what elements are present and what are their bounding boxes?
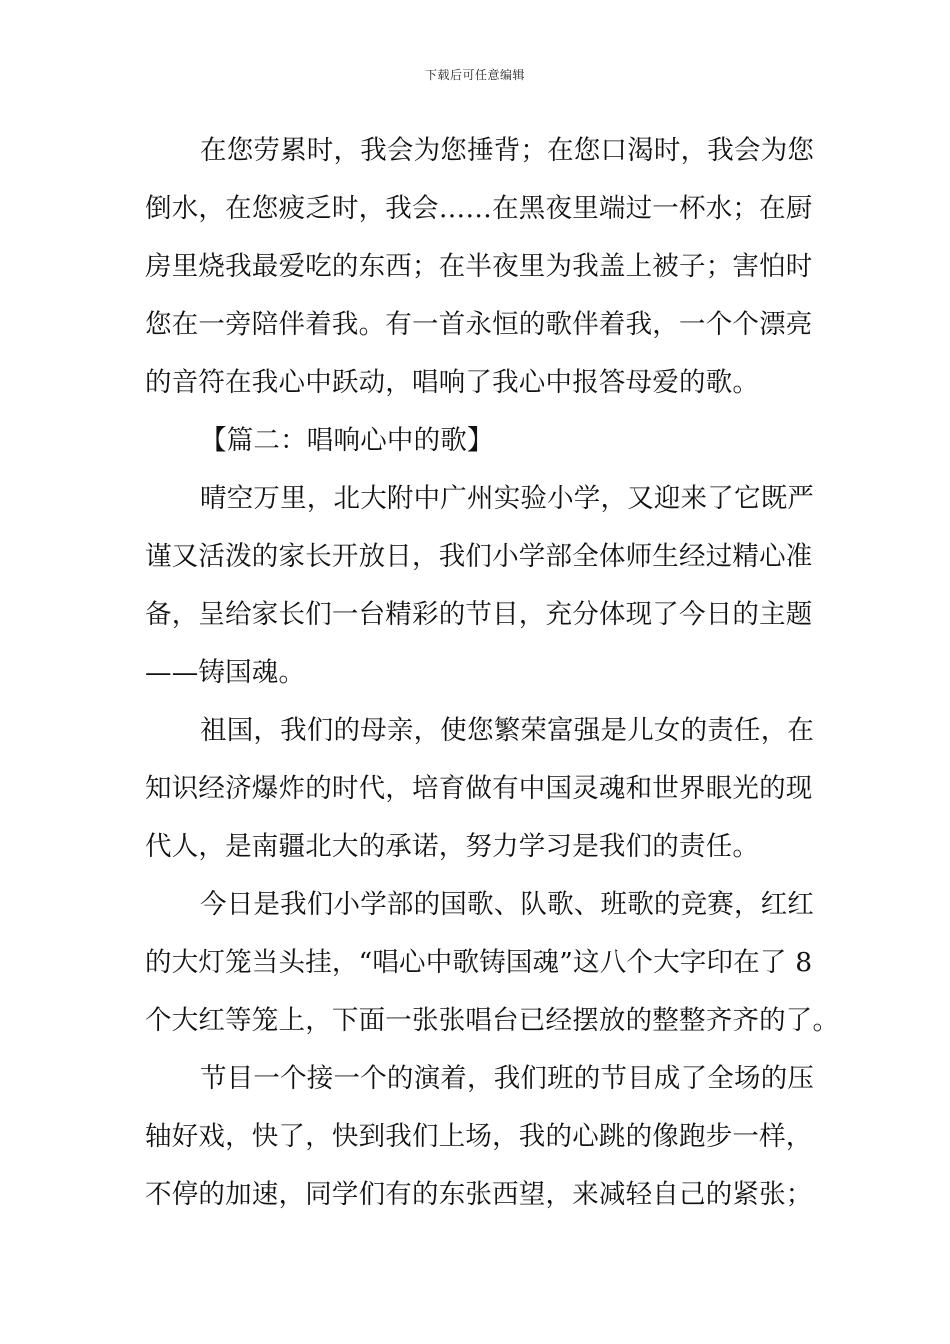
text-line: 个大红等笼上，下面一张张唱台已经摆放的整整齐齐的了。 (145, 1005, 840, 1036)
text-line: 节目一个接一个的演着，我们班的节目成了全场的压 (200, 1063, 815, 1094)
text-line: 房里烧我最爱吃的东西；在半夜里为我盖上被子；害怕时 (145, 251, 813, 282)
text-line: 谨又活泼的家长开放日，我们小学部全体师生经过精心准 (145, 541, 813, 572)
text-line: 祖国，我们的母亲，使您繁荣富强是儿女的责任，在 (200, 715, 815, 746)
text-line: 的音符在我心中跃动，唱响了我心中报答母爱的歌。 (145, 367, 760, 398)
text-line: 轴好戏，快了，快到我们上场，我的心跳的像跑步一样， (145, 1121, 813, 1152)
text-line: 在您劳累时，我会为您捶背；在您口渴时，我会为您 (200, 135, 815, 166)
text-line: ——铸国魂。 (145, 657, 306, 688)
text-line: 知识经济爆炸的时代，培育做有中国灵魂和世界眼光的现 (145, 773, 813, 804)
text-line: 备，呈给家长们一台精彩的节目，充分体现了今日的主题 (145, 599, 813, 630)
text-line: 的大灯笼当头挂，“唱心中歌铸国魂”这八个大字印在了 8 (145, 947, 813, 978)
text-line: 您在一旁陪伴着我。有一首永恒的歌伴着我，一个个漂亮 (145, 309, 813, 340)
document-body (145, 132, 840, 1234)
page-header: 下载后可任意编辑 (424, 68, 525, 82)
text-line: 倒水，在您疲乏时，我会……在黑夜里端过一杯水；在厨 (145, 193, 813, 224)
text-line: 晴空万里，北大附中广州实验小学，又迎来了它既严 (200, 483, 815, 514)
text-line: 今日是我们小学部的国歌、队歌、班歌的竞赛，红红 (200, 889, 815, 920)
text-line: 代人，是南疆北大的承诺，努力学习是我们的责任。 (145, 831, 760, 862)
text-line: 不停的加速，同学们有的东张西望，来减轻自己的紧张； (145, 1179, 813, 1210)
section-heading: 【篇二：唱响心中的歌】 (200, 425, 494, 456)
